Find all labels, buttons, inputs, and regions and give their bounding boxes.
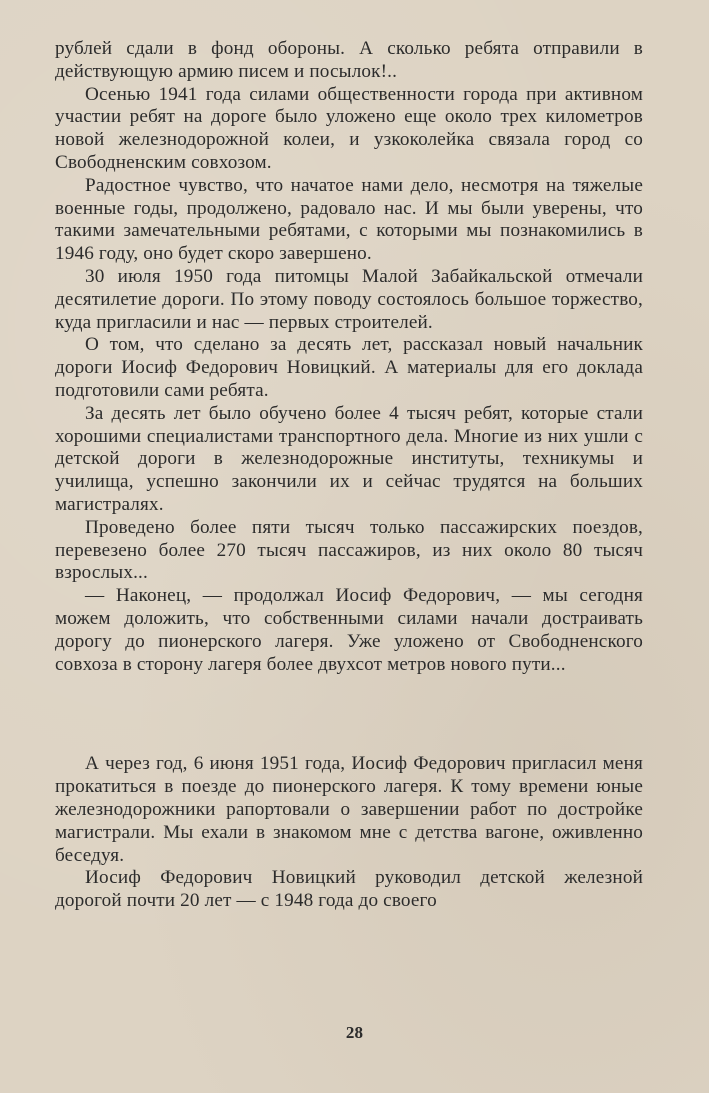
- paragraph: — Наконец, — продолжал Иосиф Федорович, — мы сегодня можем доложить, что собственными силами начали достраивать дорогу до пионерского лагеря. Уже уложено от Свободненского совхоза в сторону лагеря более двухсот метров нового пути...: [55, 585, 643, 675]
- paragraph: Проведено более пяти тысяч только пассажирских поездов, перевезено более 270 тысяч пассажиров, из них около 80 тысяч взрослых...: [55, 516, 643, 584]
- paragraph: За десять лет было обучено более 4 тысяч ребят, которые стали хорошими специалистами транспортного дела. Многие из них ушли с детской дороги в железнодорожные институты, техникумы и училища, успешно закончили их и сейчас трудятся на больших магистралях.: [55, 402, 643, 515]
- page-number: 28: [345, 1023, 364, 1042]
- paragraph: 30 июля 1950 года питомцы Малой Забайкальской отмечали десятилетие дороги. По этому поводу состоялось большое торжество, куда пригласили и нас — первых строителей.: [55, 265, 643, 333]
- paragraph: О том, что сделано за десять лет, рассказал новый начальник дороги Иосиф Федорович Новицкий. А материалы для его доклада подготовили сами ребята.: [55, 334, 643, 401]
- paragraph: Радостное чувство, что начатое нами дело, несмотря на тяжелые военные годы, продолжено, радовало нас. И мы были уверены, что такими замечательными ребятами, с которыми мы познакомились в 1946 году, оно будет скоро завершено.: [55, 174, 643, 265]
- paragraph: А через год, 6 июня 1951 года, Иосиф Федорович пригласил меня прокатиться в поезде до пионерского лагеря. К тому времени юные железнодорожники рапортовали о завершении работ по достройке магистрали. Мы ехали в знакомом мне с детства вагоне, оживленно беседуя.: [55, 753, 643, 866]
- paragraph: рублей сдали в фонд обороны. А сколько ребята отправили в действующую армию писем и посылок!..: [55, 38, 643, 82]
- paragraph: Иосиф Федорович Новицкий руководил детской железной дорогой почти 20 лет — с 1948 года до своего: [55, 867, 643, 912]
- text-section-before-break: [55, 38, 643, 676]
- section-break: [55, 676, 643, 753]
- paragraph: Осенью 1941 года силами общественности города при активном участии ребят на дороге было уложено еще около трех километров новой железнодорожной колеи, и узкоколейка связала город со Свободненским совхозом.: [55, 83, 643, 173]
- text-section-after-break: [55, 753, 643, 913]
